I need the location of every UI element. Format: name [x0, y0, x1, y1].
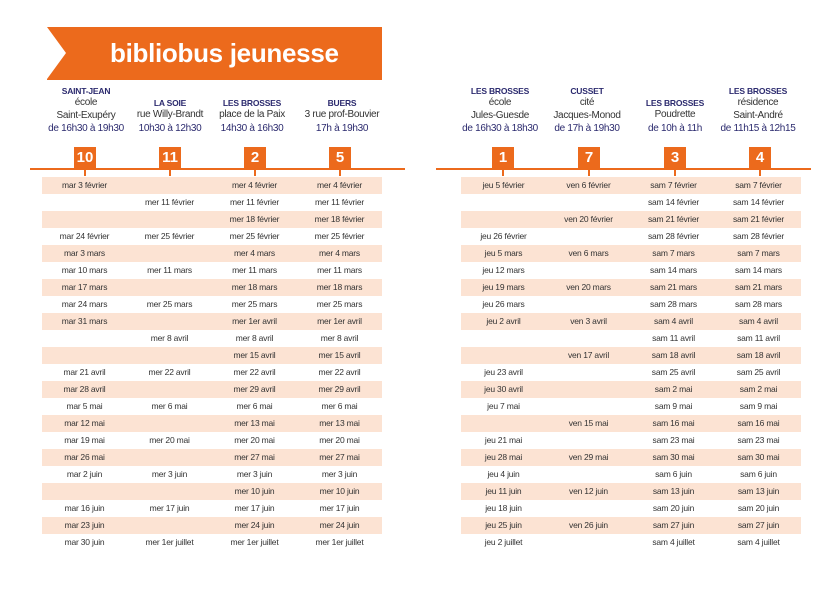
date-cell: jeu 26 mars — [482, 299, 525, 309]
table-row — [42, 449, 382, 466]
date-cell: sam 28 mars — [650, 299, 697, 309]
stop-hours: de 17h à 19h30 — [554, 123, 620, 134]
stop-place: Jules-Guesde — [470, 109, 530, 121]
date-cell — [42, 347, 127, 364]
district-label: LES BROSSES — [470, 86, 530, 96]
date-cell: mer 10 juin — [319, 486, 360, 496]
date-cell: mer 11 février — [229, 197, 279, 207]
date-cell: ven 6 mars — [568, 248, 609, 258]
date-cell — [546, 500, 631, 517]
date-cell — [42, 330, 127, 347]
date-cell: sam 7 février — [650, 180, 697, 190]
date-cell — [127, 517, 212, 534]
date-cell: sam 7 février — [735, 180, 782, 190]
date-cell: ven 3 avril — [570, 316, 607, 326]
date-cell: mer 4 février — [316, 180, 363, 190]
date-cell: sam 30 mai — [737, 452, 780, 462]
date-cell: mer 10 juin — [234, 486, 275, 496]
table-row — [461, 500, 801, 517]
date-cell: mar 3 mars — [64, 248, 105, 258]
date-cell: sam 16 mai — [737, 418, 780, 428]
date-cell: sam 9 mai — [739, 401, 778, 411]
date-cell: ven 15 mai — [568, 418, 609, 428]
stop-number-badge: 2 — [244, 147, 266, 169]
stop-header — [297, 98, 387, 135]
date-cell: mer 11 mars — [317, 265, 362, 275]
date-cell: jeu 18 juin — [485, 503, 522, 513]
table-row — [461, 313, 801, 330]
table-row — [461, 466, 801, 483]
date-cell: sam 14 février — [647, 197, 700, 207]
date-cell: mer 1er juillet — [145, 537, 194, 547]
stop-place: Poudrette — [654, 109, 696, 120]
date-cell: sam 6 juin — [740, 469, 777, 479]
date-cell: jeu 21 mai — [484, 435, 523, 445]
date-cell: mer 6 mai — [321, 401, 358, 411]
date-cell: jeu 12 mars — [482, 265, 525, 275]
table-row — [461, 177, 801, 194]
date-cell: sam 21 mars — [735, 282, 782, 292]
date-cell — [127, 313, 212, 330]
stop-place: cité — [579, 97, 595, 108]
date-cell: mer 17 juin — [149, 503, 190, 513]
date-cell — [42, 483, 127, 500]
date-cell: mer 11 février — [144, 197, 194, 207]
date-cell: mer 27 mai — [319, 452, 360, 462]
table-row — [461, 245, 801, 262]
date-cell — [546, 398, 631, 415]
date-cell — [127, 211, 212, 228]
stop-number-badge: 3 — [664, 147, 686, 169]
date-cell: sam 28 mars — [735, 299, 782, 309]
stop-place: Saint-Exupéry — [56, 109, 116, 121]
date-cell: mer 1er avril — [232, 316, 277, 326]
stop-hours: de 10h à 11h — [647, 122, 703, 134]
date-cell: mer 18 mars — [316, 282, 363, 292]
date-cell — [127, 381, 212, 398]
district-label: LA SOIE — [153, 98, 187, 108]
rule-tick — [169, 168, 171, 176]
date-cell: sam 18 avril — [736, 350, 781, 360]
table-row — [42, 534, 382, 551]
date-cell: ven 26 juin — [569, 520, 608, 530]
table-row — [461, 262, 801, 279]
header-rule — [436, 168, 811, 170]
date-cell: sam 7 mars — [737, 248, 780, 258]
date-cell: mar 21 avril — [63, 367, 106, 377]
stop-hours: de 16h30 à 18h30 — [462, 123, 538, 134]
date-cell: sam 28 février — [732, 231, 785, 241]
table-row — [461, 483, 801, 500]
right-dates-table — [461, 177, 801, 551]
table-row — [461, 517, 801, 534]
date-cell: sam 14 mars — [735, 265, 782, 275]
date-cell: sam 25 avril — [736, 367, 781, 377]
date-cell: jeu 5 mars — [484, 248, 523, 258]
stop-header — [207, 98, 297, 135]
table-row — [461, 364, 801, 381]
date-cell — [127, 177, 212, 194]
date-cell — [127, 415, 212, 432]
stop-place: Saint-André — [733, 109, 783, 121]
table-row — [42, 466, 382, 483]
date-cell: mer 22 avril — [318, 367, 361, 377]
date-cell: mer 3 juin — [321, 469, 358, 479]
date-cell: sam 23 mai — [652, 435, 695, 445]
date-cell: mer 29 avril — [233, 384, 276, 394]
left-dates-table — [42, 177, 382, 551]
stop-header — [542, 86, 632, 135]
date-cell: mer 17 juin — [234, 503, 275, 513]
stop-hours: 10h30 à 12h30 — [138, 122, 202, 134]
date-cell: sam 2 mai — [654, 384, 693, 394]
date-cell — [461, 330, 546, 347]
date-cell: mer 11 mars — [232, 265, 277, 275]
date-cell: sam 21 février — [647, 214, 700, 224]
date-cell: mer 1er juillet — [230, 537, 279, 547]
date-cell: jeu 11 juin — [485, 486, 522, 496]
table-row — [42, 483, 382, 500]
date-cell: jeu 5 février — [482, 180, 525, 190]
date-cell — [546, 262, 631, 279]
date-cell: mar 28 avril — [63, 384, 106, 394]
rule-tick — [759, 168, 761, 176]
date-cell: mar 19 mai — [64, 435, 105, 445]
date-cell: mar 30 juin — [64, 537, 105, 547]
date-cell: sam 4 avril — [654, 316, 693, 326]
date-cell: mar 31 mars — [61, 316, 108, 326]
date-cell: sam 4 juillet — [737, 537, 780, 547]
table-row — [42, 517, 382, 534]
table-row — [461, 347, 801, 364]
date-cell: sam 4 juillet — [652, 537, 695, 547]
date-cell — [546, 534, 631, 551]
stop-hours: 17h à 19h30 — [315, 122, 369, 134]
date-cell — [461, 211, 546, 228]
rule-tick — [502, 168, 504, 176]
date-cell — [42, 211, 127, 228]
date-cell: jeu 7 mai — [487, 401, 520, 411]
rule-tick — [588, 168, 590, 176]
date-cell: mer 11 mars — [147, 265, 192, 275]
stop-hours: de 11h15 à 12h15 — [720, 123, 796, 134]
date-cell: jeu 28 mai — [484, 452, 523, 462]
date-cell: mer 13 mai — [319, 418, 360, 428]
date-cell: mer 6 mai — [151, 401, 188, 411]
date-cell: mar 2 juin — [66, 469, 103, 479]
table-row — [42, 381, 382, 398]
date-cell: mer 15 avril — [233, 350, 276, 360]
date-cell: mar 16 juin — [64, 503, 105, 513]
banner-notch — [47, 27, 66, 79]
table-row — [461, 296, 801, 313]
date-cell: jeu 30 avril — [484, 384, 523, 394]
date-cell — [546, 364, 631, 381]
date-cell: sam 2 mai — [739, 384, 778, 394]
date-cell: mer 3 juin — [236, 469, 273, 479]
date-cell: mer 24 juin — [234, 520, 275, 530]
date-cell: sam 11 avril — [737, 333, 780, 343]
date-cell: jeu 26 février — [480, 231, 527, 241]
district-label: LES BROSSES — [222, 98, 282, 108]
date-cell: mer 22 avril — [233, 367, 276, 377]
table-row — [42, 177, 382, 194]
stop-number-badge: 4 — [749, 147, 771, 169]
date-cell: mer 22 avril — [148, 367, 191, 377]
date-cell: sam 14 février — [732, 197, 785, 207]
table-row — [42, 245, 382, 262]
date-cell: jeu 23 avril — [484, 367, 523, 377]
date-cell: sam 20 juin — [652, 503, 695, 513]
district-label: SAINT-JEAN — [61, 86, 111, 96]
stop-header — [455, 86, 545, 135]
date-cell: mer 18 février — [314, 214, 365, 224]
date-cell: mer 25 février — [314, 231, 365, 241]
table-row — [461, 415, 801, 432]
date-cell — [461, 194, 546, 211]
date-cell: sam 13 juin — [737, 486, 780, 496]
date-cell — [127, 347, 212, 364]
date-cell: mer 4 mars — [319, 248, 360, 258]
date-cell: sam 27 juin — [652, 520, 695, 530]
date-cell: sam 18 avril — [651, 350, 696, 360]
date-cell — [546, 330, 631, 347]
date-cell — [546, 432, 631, 449]
date-cell: mer 24 juin — [319, 520, 360, 530]
table-row — [42, 296, 382, 313]
date-cell — [127, 245, 212, 262]
rule-tick — [84, 168, 86, 176]
date-cell: mar 26 mai — [64, 452, 105, 462]
district-label: LES BROSSES — [645, 98, 705, 108]
date-cell: jeu 19 mars — [482, 282, 525, 292]
date-cell: mar 12 mai — [64, 418, 105, 428]
date-cell: mer 11 février — [314, 197, 364, 207]
table-row — [461, 228, 801, 245]
date-cell: mer 25 février — [229, 231, 280, 241]
date-cell: mer 25 mars — [146, 299, 193, 309]
date-cell: sam 20 juin — [737, 503, 780, 513]
stop-number-badge: 7 — [578, 147, 600, 169]
date-cell: mer 15 avril — [318, 350, 361, 360]
header-rule — [30, 168, 405, 170]
date-cell: sam 16 mai — [652, 418, 695, 428]
stop-number-badge: 1 — [492, 147, 514, 169]
table-row — [42, 262, 382, 279]
stop-place: école — [488, 97, 512, 108]
table-row — [461, 279, 801, 296]
date-cell: mer 20 mai — [149, 435, 190, 445]
date-cell: mar 23 juin — [64, 520, 105, 530]
table-row — [461, 330, 801, 347]
date-cell: ven 29 mai — [568, 452, 609, 462]
date-cell: mer 25 mars — [316, 299, 363, 309]
date-cell: mer 8 avril — [320, 333, 359, 343]
stop-header — [713, 86, 803, 135]
stop-header — [125, 98, 215, 135]
stop-header — [41, 86, 131, 135]
table-row — [42, 347, 382, 364]
table-row — [461, 449, 801, 466]
table-row — [42, 211, 382, 228]
table-row — [42, 398, 382, 415]
district-label: CUSSET — [570, 86, 604, 96]
rule-tick — [254, 168, 256, 176]
rule-tick — [339, 168, 341, 176]
table-row — [42, 364, 382, 381]
date-cell: sam 13 juin — [652, 486, 695, 496]
date-cell: jeu 2 avril — [486, 316, 521, 326]
date-cell: sam 30 mai — [652, 452, 695, 462]
date-cell: mar 17 mars — [61, 282, 108, 292]
stop-place: place de la Paix — [219, 109, 285, 120]
date-cell: sam 9 mai — [654, 401, 693, 411]
date-cell — [546, 381, 631, 398]
date-cell: sam 21 février — [732, 214, 785, 224]
date-cell: sam 6 juin — [655, 469, 692, 479]
stop-hours: de 16h30 à 19h30 — [48, 123, 124, 134]
date-cell: mer 18 mars — [231, 282, 278, 292]
date-cell: jeu 25 juin — [485, 520, 522, 530]
table-row — [42, 500, 382, 517]
table-row — [42, 228, 382, 245]
date-cell: mer 8 avril — [235, 333, 274, 343]
date-cell: mer 6 mai — [236, 401, 273, 411]
table-row — [461, 432, 801, 449]
date-cell: sam 23 mai — [737, 435, 780, 445]
table-row — [461, 534, 801, 551]
date-cell: mer 13 mai — [234, 418, 275, 428]
date-cell — [127, 279, 212, 296]
date-cell: mer 18 février — [229, 214, 280, 224]
date-cell: mer 27 mai — [234, 452, 275, 462]
date-cell: sam 25 avril — [651, 367, 696, 377]
stop-number-badge: 10 — [74, 147, 96, 169]
table-row — [461, 194, 801, 211]
date-cell: sam 14 mars — [650, 265, 697, 275]
date-cell: mer 20 mai — [319, 435, 360, 445]
date-cell: jeu 2 juillet — [484, 537, 523, 547]
stop-place: résidence — [737, 97, 779, 108]
date-cell: mer 4 février — [231, 180, 278, 190]
table-row — [42, 313, 382, 330]
date-cell — [461, 415, 546, 432]
table-row — [42, 194, 382, 211]
stop-header — [630, 98, 720, 135]
table-row — [42, 279, 382, 296]
date-cell: mar 24 mars — [61, 299, 108, 309]
date-cell: sam 28 février — [647, 231, 700, 241]
table-row — [42, 330, 382, 347]
district-label: LES BROSSES — [728, 86, 788, 96]
date-cell: mer 20 mai — [234, 435, 275, 445]
date-cell: sam 4 avril — [739, 316, 778, 326]
stop-number-badge: 5 — [329, 147, 351, 169]
date-cell: sam 11 avril — [652, 333, 695, 343]
stop-hours: 14h30 à 16h30 — [220, 122, 284, 134]
date-cell: ven 12 juin — [569, 486, 608, 496]
date-cell: mar 24 février — [59, 231, 110, 241]
stop-place: école — [74, 97, 98, 108]
date-cell: mer 8 avril — [150, 333, 189, 343]
date-cell: jeu 4 juin — [487, 469, 520, 479]
date-cell: sam 21 mars — [650, 282, 697, 292]
table-row — [461, 211, 801, 228]
date-cell: ven 17 avril — [567, 350, 610, 360]
table-row — [461, 398, 801, 415]
table-row — [42, 432, 382, 449]
date-cell: sam 7 mars — [652, 248, 695, 258]
date-cell: mer 4 mars — [234, 248, 275, 258]
date-cell — [546, 194, 631, 211]
stop-place: 3 rue prof-Bouvier — [304, 109, 380, 120]
date-cell — [546, 296, 631, 313]
stop-place: rue Willy-Brandt — [136, 109, 204, 120]
table-row — [42, 415, 382, 432]
date-cell: ven 20 février — [564, 214, 613, 224]
date-cell — [127, 483, 212, 500]
date-cell: mer 1er juillet — [315, 537, 364, 547]
date-cell: mar 10 mars — [61, 265, 108, 275]
date-cell — [546, 228, 631, 245]
date-cell — [127, 449, 212, 466]
rule-tick — [674, 168, 676, 176]
date-cell: sam 27 juin — [737, 520, 780, 530]
stop-number-badge: 11 — [159, 147, 181, 169]
date-cell: mar 5 mai — [66, 401, 103, 411]
date-cell: mer 1er avril — [317, 316, 362, 326]
date-cell: mer 25 mars — [231, 299, 278, 309]
date-cell — [42, 194, 127, 211]
stop-place: Jacques-Monod — [553, 109, 621, 121]
date-cell: mer 17 juin — [319, 503, 360, 513]
page-title: bibliobus jeunesse — [110, 38, 339, 68]
date-cell: mer 25 février — [144, 231, 195, 241]
date-cell: mer 3 juin — [151, 469, 188, 479]
date-cell: mar 3 février — [61, 180, 108, 190]
date-cell — [546, 466, 631, 483]
district-label: BUERS — [327, 98, 357, 108]
table-row — [461, 381, 801, 398]
date-cell — [461, 347, 546, 364]
date-cell: ven 20 mars — [566, 282, 611, 292]
date-cell: ven 6 février — [566, 180, 611, 190]
date-cell: mer 29 avril — [318, 384, 361, 394]
